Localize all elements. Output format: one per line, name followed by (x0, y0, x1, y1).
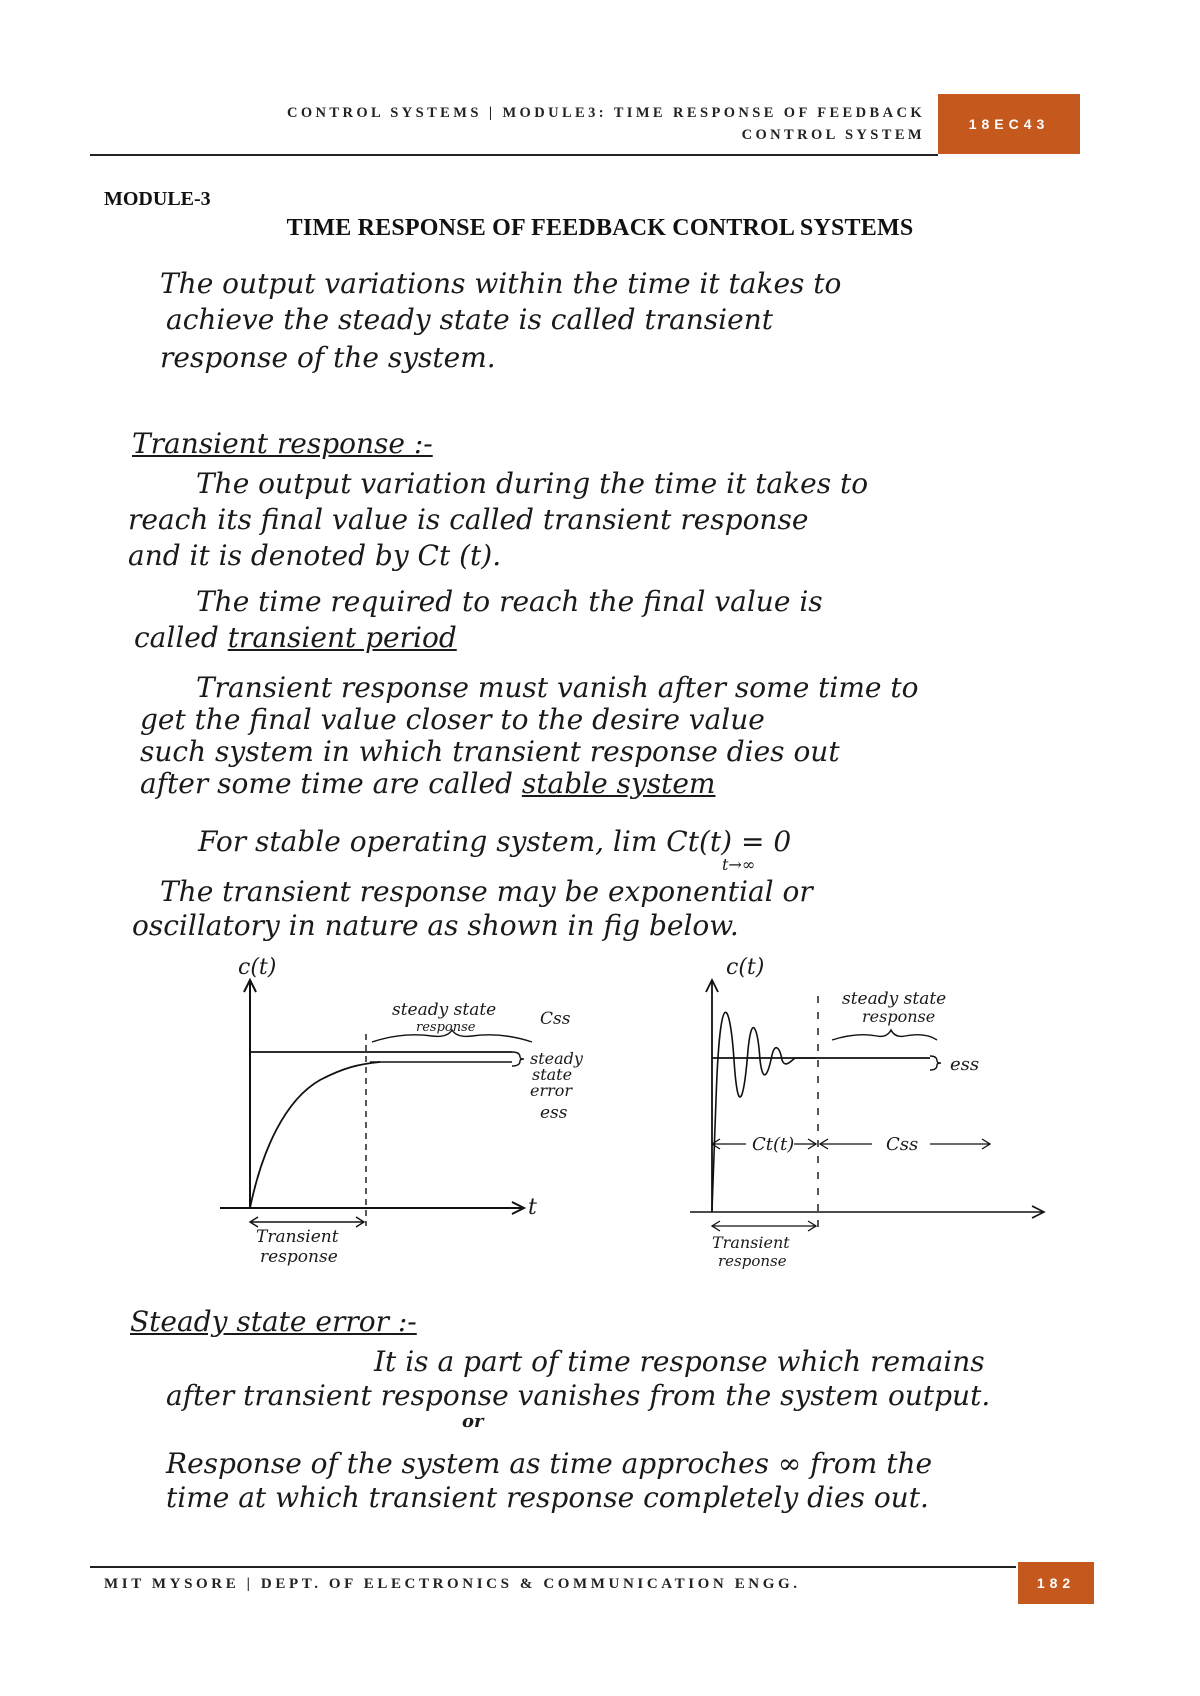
right-ct-label: Ct(t) (752, 1134, 795, 1155)
stable-system-term: stable system (521, 767, 716, 800)
course-code-badge: 18EC43 (938, 94, 1080, 154)
transient-p3-line-1: Transient response must vanish after some time to (196, 671, 919, 704)
left-ss-label-1: steady state (392, 1000, 497, 1020)
footer-rule (90, 1566, 1016, 1568)
right-transient-label-2: response (718, 1252, 787, 1270)
left-transient-label-1: Transient (256, 1227, 339, 1247)
transient-heading: Transient response :- (132, 427, 433, 460)
right-ss-brace (832, 1030, 937, 1040)
steady-p2-line-1: Response of the system as time approches ∞ from the (166, 1447, 933, 1480)
left-css-label: Css (540, 1009, 571, 1029)
header-line-2: CONTROL SYSTEM (741, 127, 925, 143)
transient-period-term: transient period (227, 621, 457, 654)
transient-p2-line-1: The time required to reach the final value is (196, 585, 823, 618)
transient-p1-line-1: The output variation during the time it takes to (196, 467, 869, 500)
left-error-label-2: state (532, 1065, 573, 1084)
transient-p3-line-3: such system in which transient response dies out (140, 735, 840, 768)
footer-text: MIT MYSORE | DEPT. OF ELECTRONICS & COMMUNICATION ENGG. (104, 1576, 801, 1592)
intro-line-1: The output variations within the time it takes to (160, 267, 842, 300)
stable-condition: For stable operating system, lim Ct(t) = 0 (198, 825, 792, 858)
right-ss-label-1: steady state (842, 989, 947, 1009)
right-transient-label-1: Transient (712, 1233, 790, 1252)
left-ss-label-2: response (416, 1020, 476, 1035)
steady-state-heading: Steady state error :- (130, 1305, 417, 1338)
transient-p3-line-2: get the final value closer to the desire value (140, 703, 765, 736)
right-figure (690, 955, 1044, 1270)
right-ess-label: ess (950, 1054, 980, 1075)
transient-p4-line-1: The transient response may be exponential or (160, 875, 813, 908)
transient-p3-prefix: after some time are called (140, 767, 522, 800)
transient-p1-line-2: reach its final value is called transient response (128, 503, 809, 536)
left-error-label-3: error (530, 1081, 573, 1100)
header-line-1: CONTROL SYSTEMS | MODULE3: TIME RESPONSE OF FEEDBACK (286, 105, 925, 121)
steady-p1-line-1: It is a part of time response which remains (374, 1345, 985, 1378)
right-error-brace (930, 1056, 941, 1070)
or-separator: or (462, 1411, 484, 1432)
left-error-label-4: ess (540, 1103, 568, 1123)
module-label: MODULE-3 (104, 188, 211, 210)
steady-p1-line-2: after transient response vanishes from the system output. (166, 1379, 991, 1412)
page-title: TIME RESPONSE OF FEEDBACK CONTROL SYSTEMS (286, 215, 914, 241)
left-exponential-curve (250, 1062, 380, 1208)
transient-p1-line-3: and it is denoted by Ct (t). (128, 539, 502, 572)
left-transient-label-2: response (260, 1247, 338, 1267)
left-x-label: t (528, 1195, 537, 1220)
limit-subscript: t→∞ (722, 855, 756, 874)
right-oscillatory-curve (712, 1012, 816, 1210)
left-figure (220, 955, 584, 1267)
transient-p4-line-2: oscillatory in nature as shown in fig below. (132, 909, 739, 942)
right-ss-label-2: response (862, 1007, 936, 1026)
transient-p2-prefix: called (134, 621, 228, 654)
right-css-label: Css (886, 1134, 919, 1155)
steady-p2-line-2: time at which transient response completely dies out. (166, 1481, 929, 1514)
intro-line-3: response of the system. (160, 341, 496, 374)
right-y-label: c(t) (726, 955, 765, 980)
left-error-brace (512, 1052, 524, 1066)
left-error-label-1: steady (530, 1049, 583, 1068)
intro-line-2: achieve the steady state is called transient (166, 303, 773, 336)
left-y-label: c(t) (238, 955, 277, 980)
page-number-badge: 182 (1018, 1562, 1094, 1604)
